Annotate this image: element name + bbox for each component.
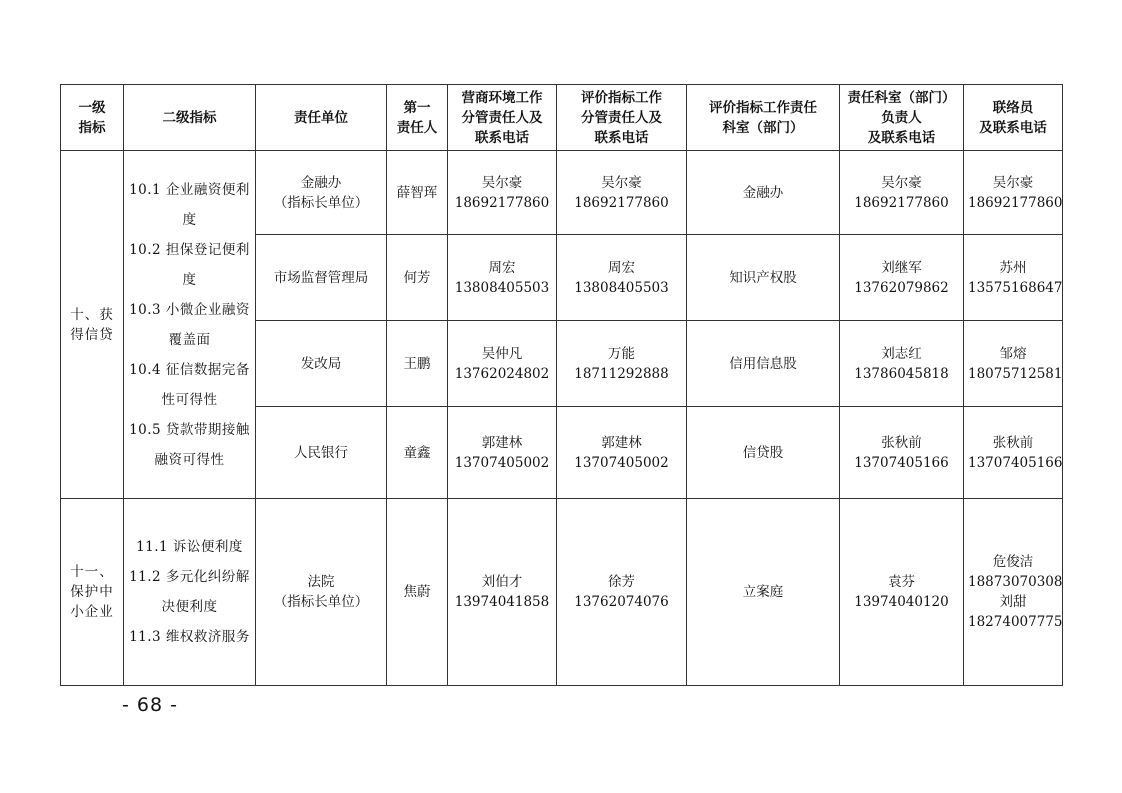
text-line: 张秋前: [992, 434, 1034, 451]
text-line: 13707405166: [968, 454, 1063, 471]
liaison-cell: [964, 407, 1063, 499]
text-line: 邹熔: [999, 345, 1027, 362]
header-dept-head: [840, 85, 964, 151]
header-dept: [687, 85, 840, 151]
text-line: 危俊洁: [992, 554, 1034, 570]
level2-item: [128, 355, 251, 415]
header-env-responsible: [448, 85, 557, 151]
text-line: 11.3 维权救济服务: [129, 629, 250, 645]
text-line: 性可得性: [161, 391, 218, 408]
text-line: 10.2 担保登记便利: [129, 241, 250, 258]
text-line: 18692177860: [574, 194, 669, 211]
text-line: 刘继军: [881, 259, 922, 276]
header-level2: [124, 85, 256, 151]
text-line: 刘伯才: [481, 574, 523, 590]
text-line: 小企业: [70, 604, 114, 620]
text-line: 13974041858: [454, 594, 550, 610]
dept-cell: [687, 151, 840, 235]
text-line: 立案庭: [742, 584, 784, 600]
env-responsible-cell: [448, 151, 557, 235]
text-line: 金融办: [742, 184, 784, 201]
text-line: 10.1 企业融资便利: [129, 181, 250, 198]
liaison-cell: [964, 235, 1063, 321]
unit-cell: [256, 407, 387, 499]
text-line: 金融办: [300, 174, 342, 191]
text-line: 及联系电话: [867, 129, 936, 146]
eval-responsible-cell: [557, 235, 687, 321]
env-responsible-cell: [448, 499, 557, 686]
text-line: 法院: [307, 574, 335, 590]
text-line: 13808405503: [574, 279, 669, 296]
dept-cell: [687, 235, 840, 321]
eval-responsible-cell: [557, 151, 687, 235]
text-line: 13762074076: [574, 594, 669, 610]
level2-item: [128, 235, 251, 295]
dept-cell: [687, 499, 840, 686]
unit-cell: [256, 151, 387, 235]
text-line: 18711292888: [574, 365, 669, 382]
header-eval-responsible: [557, 85, 687, 151]
header-level1: [61, 85, 124, 151]
text-line: 18692177860: [454, 194, 550, 211]
text-line: 保护中: [70, 584, 114, 600]
eval-responsible-cell: [557, 321, 687, 407]
text-line: 评价指标工作责任: [709, 99, 817, 116]
text-line: （指标长单位）: [273, 194, 369, 211]
text-line: 责任单位: [294, 109, 348, 126]
text-line: 十、获: [70, 306, 114, 323]
dept-head-cell: [840, 321, 964, 407]
level2-item: [128, 175, 251, 235]
text-line: 负责人: [881, 109, 922, 126]
dept-cell: [687, 321, 840, 407]
level2-item: [128, 562, 251, 622]
text-line: 度: [182, 271, 197, 288]
text-line: 评价指标工作: [581, 89, 662, 106]
text-line: 吴尔豪: [601, 174, 642, 191]
text-line: 及联系电话: [979, 119, 1047, 136]
text-line: 责任科室（部门）: [847, 89, 956, 106]
first-responsible-cell: [387, 151, 448, 235]
level2-indicators: [124, 151, 256, 499]
level1-indicator: [61, 151, 124, 499]
text-line: 18274007775: [968, 614, 1063, 630]
text-line: 分管责任人及: [461, 109, 543, 126]
text-line: 决便利度: [161, 599, 218, 615]
text-line: 一级: [78, 99, 106, 116]
text-line: 发改局: [300, 355, 342, 372]
text-line: 童鑫: [403, 444, 431, 461]
level2-item: [128, 295, 251, 355]
text-line: 13786045818: [854, 365, 949, 382]
dept-head-cell: [840, 235, 964, 321]
text-line: 焦蔚: [403, 584, 431, 600]
liaison-cell: [964, 151, 1063, 235]
first-responsible-cell: [387, 235, 448, 321]
text-line: 责任人: [396, 119, 438, 136]
table-row: [61, 499, 1063, 686]
text-line: 11.1 诉讼便利度: [136, 539, 243, 555]
text-line: 度: [182, 211, 197, 228]
text-line: 13808405503: [454, 279, 550, 296]
text-line: 吴仲凡: [481, 345, 523, 362]
text-line: 袁芬: [888, 574, 915, 590]
header-liaison: [964, 85, 1063, 151]
dept-head-cell: [840, 407, 964, 499]
level2-indicators: [124, 499, 256, 686]
text-line: 得信贷: [70, 326, 114, 343]
text-line: 张秋前: [881, 434, 922, 451]
text-line: 苏州: [999, 259, 1027, 276]
text-line: 王鹏: [403, 355, 431, 372]
first-responsible-cell: [387, 321, 448, 407]
text-line: 刘志红: [881, 345, 922, 362]
text-line: 信用信息股: [729, 355, 797, 372]
dept-head-cell: [840, 499, 964, 686]
text-line: 13575168647: [968, 279, 1063, 296]
text-line: 13762024802: [454, 365, 550, 382]
text-line: 二级指标: [162, 109, 217, 126]
text-line: 吴尔豪: [481, 174, 523, 191]
env-responsible-cell: [448, 321, 557, 407]
env-responsible-cell: [448, 235, 557, 321]
text-line: 周宏: [608, 259, 635, 276]
eval-responsible-cell: [557, 407, 687, 499]
text-line: 18075712581: [968, 365, 1063, 382]
header-first-responsible: [387, 85, 448, 151]
header-row: [61, 85, 1063, 151]
text-line: 徐芳: [608, 574, 635, 590]
text-line: 13707405002: [574, 454, 669, 471]
dept-head-cell: [840, 151, 964, 235]
text-line: 第一: [403, 99, 431, 116]
text-line: 人民银行: [294, 444, 348, 461]
level2-item: [128, 532, 251, 562]
text-line: 18692177860: [968, 194, 1063, 211]
text-line: 13707405002: [454, 454, 550, 471]
responsibility-table: [60, 84, 1063, 686]
text-line: 融资可得性: [154, 451, 225, 468]
text-line: 郭建林: [601, 434, 642, 451]
text-line: 营商环境工作: [461, 89, 543, 106]
text-line: 18873070308: [968, 574, 1063, 590]
level1-indicator: [61, 499, 124, 686]
first-responsible-cell: [387, 407, 448, 499]
text-line: 吴尔豪: [992, 174, 1034, 191]
text-line: 分管责任人及: [581, 109, 662, 126]
liaison-cell: [964, 499, 1063, 686]
text-line: 周宏: [488, 259, 516, 276]
page-number: - 68 -: [122, 694, 178, 716]
unit-cell: [256, 235, 387, 321]
text-line: 联系电话: [475, 129, 529, 146]
eval-responsible-cell: [557, 499, 687, 686]
first-responsible-cell: [387, 499, 448, 686]
text-line: 联系电话: [594, 129, 649, 146]
header-unit: [256, 85, 387, 151]
text-line: 薛智珲: [396, 184, 438, 201]
level2-item: [128, 622, 251, 652]
text-line: 信贷股: [742, 444, 784, 461]
text-line: 10.3 小微企业融资: [129, 301, 250, 318]
text-line: 指标: [78, 119, 106, 136]
table-row: [61, 151, 1063, 235]
text-line: 郭建林: [481, 434, 523, 451]
text-line: 何芳: [403, 269, 431, 286]
unit-cell: [256, 321, 387, 407]
liaison-cell: [964, 321, 1063, 407]
text-line: 10.4 征信数据完备: [129, 361, 250, 378]
text-line: 知识产权股: [729, 269, 797, 286]
text-line: 刘甜: [999, 594, 1027, 610]
text-line: 万能: [608, 345, 635, 362]
unit-cell: [256, 499, 387, 686]
text-line: 13707405166: [854, 454, 949, 471]
text-line: （指标长单位）: [273, 594, 369, 610]
text-line: 联络员: [992, 99, 1034, 116]
text-line: 18692177860: [854, 194, 949, 211]
dept-cell: [687, 407, 840, 499]
text-line: 科室（部门）: [722, 119, 804, 136]
text-line: 吴尔豪: [881, 174, 922, 191]
text-line: 13762079862: [854, 279, 949, 296]
text-line: 市场监督管理局: [273, 269, 369, 286]
level2-item: [128, 415, 251, 475]
text-line: 覆盖面: [168, 331, 211, 348]
text-line: 十一、: [70, 564, 114, 580]
text-line: 11.2 多元化纠纷解: [129, 569, 250, 585]
text-line: 10.5 贷款带期接触: [129, 421, 250, 438]
text-line: 13974040120: [854, 594, 949, 610]
env-responsible-cell: [448, 407, 557, 499]
